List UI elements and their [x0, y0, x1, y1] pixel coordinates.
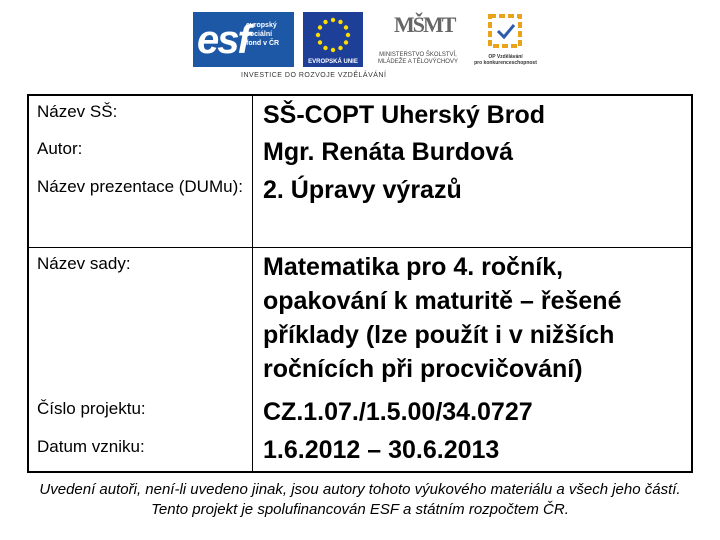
esf-logo [193, 12, 294, 67]
table-row [28, 171, 692, 247]
row-value: Matematika pro 4. ročník, opakování k maturitě – řešené příklady (lze použít i v nižších ročnících při procvičování) [263, 252, 622, 383]
esf-logo-text: evropský sociální fond v ČR [246, 22, 280, 47]
esf-logo-mark: esf [197, 18, 249, 62]
op-vk-caption: OP Vzdělávání pro konkurenceschopnost [474, 54, 537, 66]
op-vk-icon [473, 12, 538, 54]
row-label: Číslo projektu: [28, 393, 253, 431]
row-label: Název prezentace (DUMu): [28, 171, 253, 247]
row-label: Název SŠ: [28, 95, 253, 133]
row-value: 1.6.2012 – 30.6.2013 [263, 436, 500, 464]
row-label: Datum vzniku: [28, 431, 253, 472]
row-value: CZ.1.07./1.5.00/34.0727 [263, 398, 533, 426]
eu-caption: EVROPSKÁ UNIE [308, 59, 358, 65]
footer-note: Uvedení autoři, není-li uvedeno jinak, jsou autory tohoto výukového materiálu a všech jeho částí. Tento projekt je spolufinancován ESF a státním rozpočtem ČR. [39, 481, 681, 518]
row-value: 2. Úpravy výrazů [253, 171, 693, 247]
msmt-logo-mark: MŠMT [394, 12, 455, 37]
table-row [28, 95, 692, 133]
msmt-caption: MINISTERSTVO ŠKOLSTVÍ, MLÁDEŽE A TĚLOVÝCHOVY [378, 52, 458, 65]
table-row [28, 393, 692, 431]
eu-flag-logo [303, 12, 363, 67]
info-table [27, 94, 693, 473]
op-vk-logo [473, 12, 538, 67]
table-row [28, 431, 692, 472]
row-value: SŠ-COPT Uherský Brod [263, 101, 546, 129]
row-label: Autor: [28, 133, 253, 171]
invest-tagline: INVESTICE DO ROZVOJE VZDĚLÁVÁNÍ [241, 72, 387, 79]
table-row [28, 247, 692, 393]
row-value: Mgr. Renáta Burdová [263, 138, 514, 166]
logo-band [193, 12, 538, 84]
table-row [28, 133, 692, 171]
row-label: Název sady: [28, 247, 253, 393]
msmt-logo [378, 12, 458, 67]
eu-stars-icon [303, 12, 363, 56]
